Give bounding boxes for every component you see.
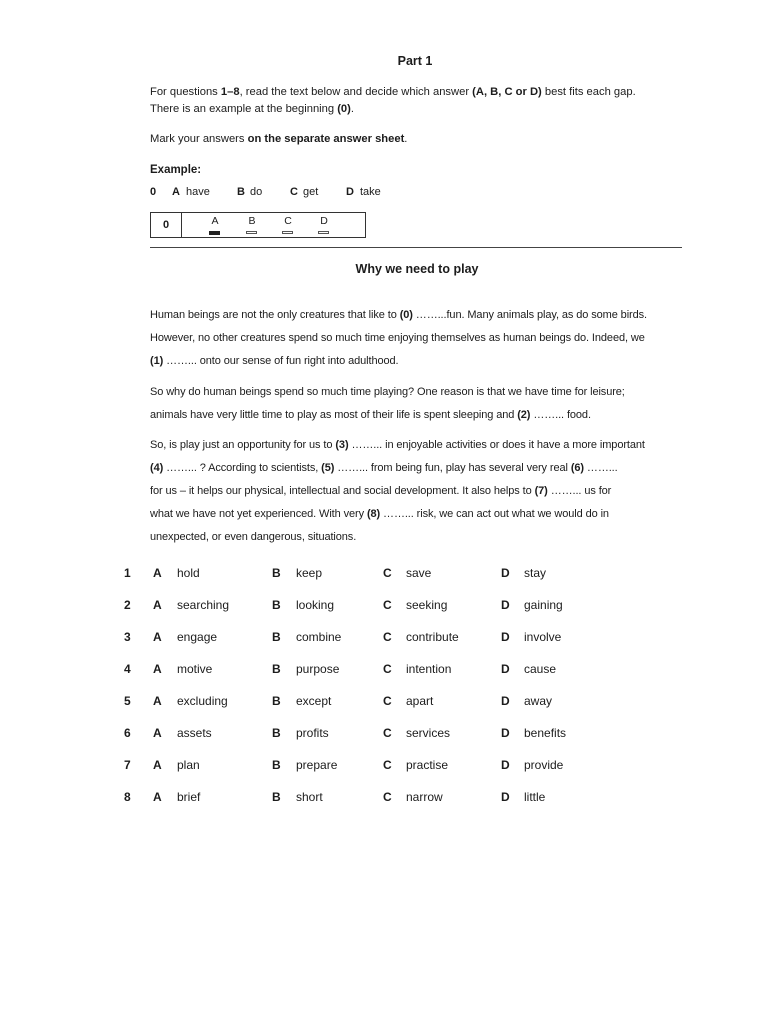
option-a: searching — [177, 598, 230, 612]
question-number: 2 — [124, 598, 131, 612]
option-letter-c: C — [383, 566, 392, 580]
option-c: seeking — [406, 598, 448, 612]
option-letter-b: B — [272, 566, 281, 580]
option-letter-c: C — [383, 758, 392, 772]
gap-7: (7) — [534, 485, 548, 497]
option-letter-a: A — [153, 662, 162, 676]
example-answer-box — [150, 212, 366, 238]
option-b: looking — [296, 598, 335, 612]
instruction-text: , read the text below and decide which answer — [239, 86, 473, 98]
gap-8: (8) — [366, 508, 381, 520]
option-letter-a: A — [153, 758, 162, 772]
option-letter-d: D — [501, 758, 510, 772]
option-d: little — [524, 790, 546, 804]
text: ……... us for — [547, 485, 612, 497]
answer-box-letter-d: D — [320, 215, 328, 227]
paragraph-line — [150, 480, 685, 503]
gap-2: (2) — [517, 409, 531, 421]
option-d: away — [524, 694, 553, 708]
example-word-c: get — [303, 186, 319, 198]
instruction-line-2 — [150, 103, 354, 115]
option-b: short — [296, 790, 323, 804]
paragraph-3 — [150, 434, 685, 549]
option-letter-b: B — [272, 790, 281, 804]
example-label: Example: — [150, 164, 202, 176]
instruction-text: best fits each gap. — [541, 86, 636, 98]
example-word-a: have — [186, 186, 210, 198]
option-d: gaining — [524, 598, 563, 612]
option-letter-d: D — [501, 790, 510, 804]
instruction-text: There is an example at the beginning — [150, 103, 338, 115]
paragraph-line — [150, 304, 685, 327]
option-letter-b: B — [272, 694, 281, 708]
answer-box-letter-b: B — [248, 215, 256, 227]
text: ……... in enjoyable activities or does it have a more important — [348, 439, 645, 451]
instruction-line-1 — [150, 86, 636, 98]
option-letter-c: C — [383, 662, 392, 676]
option-letter-b: B — [272, 662, 281, 676]
option-d: provide — [524, 758, 564, 772]
question-number: 4 — [124, 662, 131, 676]
gap-1: (1) — [150, 355, 164, 367]
gap-5: (5) — [321, 462, 335, 474]
question-number: 5 — [124, 694, 131, 708]
option-letter-c: C — [383, 790, 392, 804]
text: ……...fun. Many animals play, as do some birds. — [412, 309, 647, 321]
question-number: 1 — [124, 566, 131, 580]
answer-mark-b — [246, 231, 257, 234]
paragraph-line — [150, 350, 685, 373]
example-number: 0 — [150, 186, 157, 198]
option-letter-c: C — [383, 630, 392, 644]
option-b: except — [296, 694, 332, 708]
instruction-text: . — [404, 133, 408, 145]
answer-box-letter-a: A — [211, 215, 219, 227]
text: ……... risk, we can act out what we would do in — [380, 508, 609, 520]
answer-box-letter-c: C — [284, 215, 292, 227]
option-c: contribute — [406, 630, 459, 644]
answer-box-number: 0 — [151, 213, 182, 237]
paragraph-line: unexpected, or even dangerous, situations. — [150, 531, 357, 543]
text: animals have very little time to play as most of their life is spent sleeping and — [150, 409, 518, 421]
option-a: assets — [177, 726, 212, 740]
option-letter-a: A — [153, 694, 162, 708]
option-a: plan — [177, 758, 200, 772]
paragraph-line: So why do human beings spend so much time playing? One reason is that we have time for leisure; — [150, 386, 625, 398]
option-c: services — [406, 726, 451, 740]
option-letter-b: B — [272, 598, 281, 612]
text: what we have not yet experienced. With very — [150, 508, 367, 520]
question-number: 6 — [124, 726, 131, 740]
text: Human beings are not the only creatures that like to — [150, 309, 400, 321]
paragraph-line — [150, 503, 685, 526]
option-letter-b: B — [272, 758, 281, 772]
option-letter-d: D — [501, 726, 510, 740]
option-letter-a: A — [153, 726, 162, 740]
example-letter-b: B — [237, 186, 245, 198]
option-c: save — [406, 566, 432, 580]
answer-mark-d — [318, 231, 329, 234]
paragraph-line — [150, 434, 685, 457]
option-b: combine — [296, 630, 342, 644]
answer-mark-a-filled — [209, 231, 220, 235]
paragraph-line: However, no other creatures spend so much time enjoying themselves as human beings do. Indeed, we — [150, 332, 645, 344]
option-c: practise — [406, 758, 449, 772]
example-letter-a: A — [172, 186, 180, 198]
option-letter-a: A — [153, 790, 162, 804]
question-number: 8 — [124, 790, 131, 804]
option-d: involve — [524, 630, 562, 644]
option-b: keep — [296, 566, 323, 580]
instruction-options: (A, B, C or D) — [472, 86, 542, 98]
example-letter-c: C — [290, 186, 298, 198]
option-letter-d: D — [501, 694, 510, 708]
instruction-range: 1–8 — [220, 86, 240, 98]
example-letter-d: D — [346, 186, 354, 198]
option-a: engage — [177, 630, 218, 644]
option-b: prepare — [296, 758, 338, 772]
option-d: cause — [524, 662, 557, 676]
instruction-text: . — [350, 103, 354, 115]
example-word-d: take — [360, 186, 381, 198]
paragraph-line — [150, 457, 685, 480]
instruction-bold: on the separate answer sheet — [247, 133, 405, 145]
option-letter-d: D — [501, 598, 510, 612]
option-letter-c: C — [383, 694, 392, 708]
option-d: stay — [524, 566, 547, 580]
paragraph-line — [150, 404, 685, 427]
gap-3: (3) — [335, 439, 349, 451]
text: ……... onto our sense of fun right into adulthood. — [163, 355, 399, 367]
option-letter-d: D — [501, 662, 510, 676]
option-b: purpose — [296, 662, 340, 676]
instruction-zero: (0) — [337, 103, 351, 115]
gap-6: (6) — [570, 462, 584, 474]
option-b: profits — [296, 726, 329, 740]
text: ……... from being fun, play has several very real — [334, 462, 571, 474]
option-letter-a: A — [153, 598, 162, 612]
question-number: 3 — [124, 630, 131, 644]
text: ……... food. — [530, 409, 591, 421]
option-a: excluding — [177, 694, 228, 708]
option-letter-a: A — [153, 566, 162, 580]
gap-0: (0) — [399, 309, 413, 321]
option-c: narrow — [406, 790, 443, 804]
divider — [150, 247, 682, 248]
instruction-text: For questions — [150, 86, 221, 98]
text: ……... ? According to scientists, — [163, 462, 322, 474]
text: for us – it helps our physical, intellectual and social development. It also helps to — [150, 485, 535, 497]
option-a: brief — [177, 790, 201, 804]
option-a: motive — [177, 662, 213, 676]
part-title: Part 1 — [397, 54, 433, 68]
paragraph-2 — [150, 381, 685, 427]
instruction-line-3 — [150, 133, 407, 145]
text: So, is play just an opportunity for us to — [150, 439, 336, 451]
option-letter-d: D — [501, 566, 510, 580]
option-letter-a: A — [153, 630, 162, 644]
text-title: Why we need to play — [355, 262, 479, 276]
gap-4: (4) — [150, 462, 164, 474]
paragraph-1 — [150, 304, 685, 373]
text: ……... — [583, 462, 618, 474]
option-letter-b: B — [272, 726, 281, 740]
question-number: 7 — [124, 758, 131, 772]
example-word-b: do — [250, 186, 263, 198]
answer-mark-c — [282, 231, 293, 234]
option-letter-b: B — [272, 630, 281, 644]
instruction-text: Mark your answers — [150, 133, 248, 145]
option-letter-c: C — [383, 726, 392, 740]
option-letter-c: C — [383, 598, 392, 612]
option-d: benefits — [524, 726, 567, 740]
option-letter-d: D — [501, 630, 510, 644]
option-c: intention — [406, 662, 452, 676]
option-c: apart — [406, 694, 434, 708]
option-a: hold — [177, 566, 200, 580]
